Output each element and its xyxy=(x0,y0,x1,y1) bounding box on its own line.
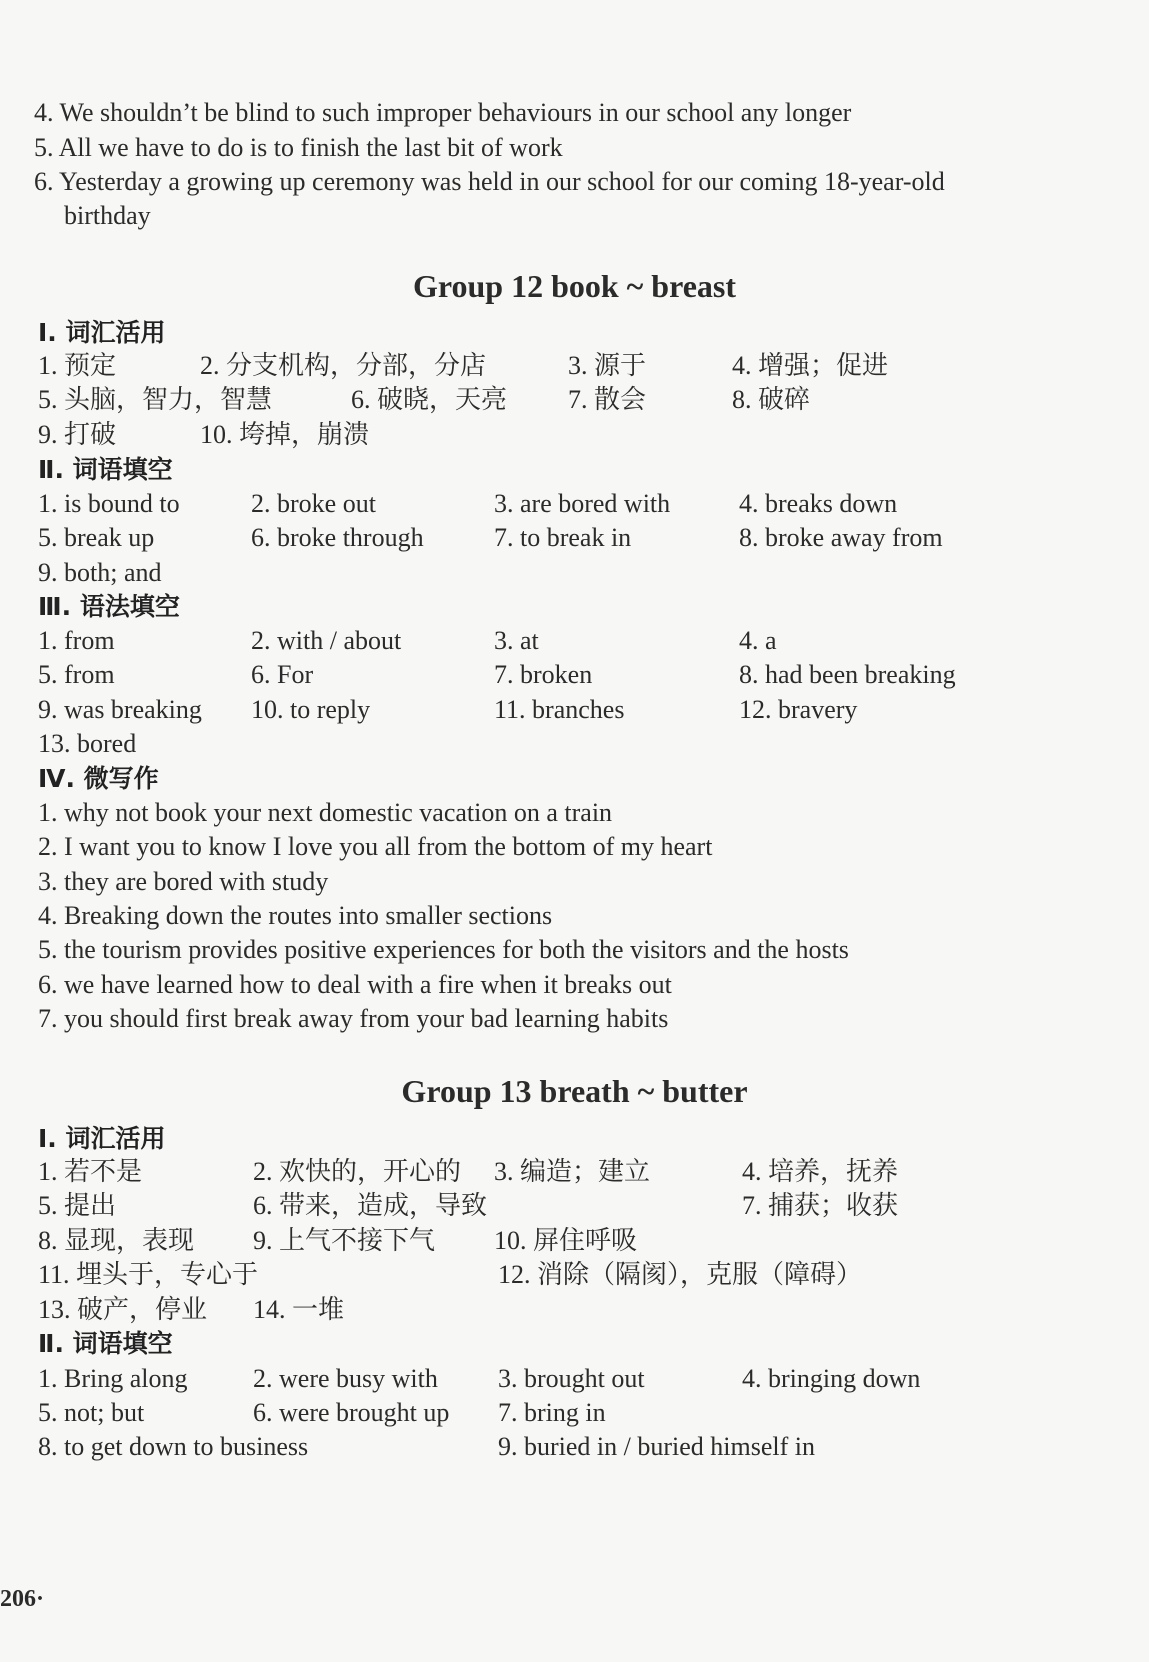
answer-item: 4. 增强；促进 xyxy=(732,351,889,380)
group13-section1-heading: Ⅰ. 词汇活用 xyxy=(38,1124,166,1153)
answer-item: 8. broke away from xyxy=(739,523,943,552)
group12-section3-heading: Ⅲ. 语法填空 xyxy=(38,592,180,621)
answer-item: 7. to break in xyxy=(494,523,632,552)
answer-item: 7. broken xyxy=(494,660,593,689)
group12-section4-heading: Ⅳ. 微写作 xyxy=(38,764,159,793)
answer-item: 9. buried in / buried himself in xyxy=(498,1432,816,1461)
answer-item: 1. is bound to xyxy=(38,489,180,518)
answer-item: 3. are bored with xyxy=(494,489,671,518)
answer-item: 6. 破晓，天亮 xyxy=(351,385,508,414)
micro-writing-line: 7. you should first break away from your bad learning habits xyxy=(38,1004,669,1033)
answer-item: 5. not; but xyxy=(38,1398,145,1427)
answer-item: 10. to reply xyxy=(251,695,371,724)
answer-item: 2. broke out xyxy=(251,489,376,518)
answer-item: 1. 预定 xyxy=(38,351,117,380)
group12-section1-heading: Ⅰ. 词汇活用 xyxy=(38,318,166,347)
group-13-title: Group 13 breath ~ butter xyxy=(401,1073,748,1109)
micro-writing-line: 1. why not book your next domestic vacation on a train xyxy=(38,798,613,827)
intro-line: 4. We shouldn’t be blind to such improper behaviours in our school any longer xyxy=(34,98,852,127)
group12-section2-heading: Ⅱ. 词语填空 xyxy=(38,455,173,484)
answer-item: 5. break up xyxy=(38,523,155,552)
answer-item: 8. 显现，表现 xyxy=(38,1226,195,1255)
answer-item: 9. was breaking xyxy=(38,695,202,724)
answer-item: 3. brought out xyxy=(498,1364,645,1393)
answer-item: 13. bored xyxy=(38,729,137,758)
answer-item: 5. 提出 xyxy=(38,1191,117,1220)
answer-item: 11. branches xyxy=(494,695,625,724)
answer-item: 6. broke through xyxy=(251,523,424,552)
answer-item: 1. 若不是 xyxy=(38,1157,143,1186)
answer-item: 12. 消除（隔阂），克服（障碍） xyxy=(498,1260,863,1289)
answer-item: 7. bring in xyxy=(498,1398,606,1427)
answer-item: 4. 培养，抚养 xyxy=(742,1157,899,1186)
answer-item: 7. 捕获；收获 xyxy=(742,1191,899,1220)
intro-line: 5. All we have to do is to finish the last bit of work xyxy=(34,133,563,162)
answer-item: 5. 头脑，智力，智慧 xyxy=(38,385,273,414)
answer-item: 1. from xyxy=(38,626,115,655)
micro-writing-line: 2. I want you to know I love you all from the bottom of my heart xyxy=(38,832,713,861)
answer-item: 2. 分支机构，分部，分店 xyxy=(200,351,487,380)
answer-item: 14. 一堆 xyxy=(253,1295,345,1324)
answer-item: 6. For xyxy=(251,660,314,689)
answer-item: 2. with / about xyxy=(251,626,402,655)
answer-item: 3. at xyxy=(494,626,539,655)
answer-item: 3. 编造；建立 xyxy=(494,1157,651,1186)
intro-line: birthday xyxy=(64,201,151,230)
answer-item: 8. to get down to business xyxy=(38,1432,309,1461)
answer-item: 10. 屏住呼吸 xyxy=(494,1226,638,1255)
answer-item: 11. 埋头于，专心于 xyxy=(38,1260,259,1289)
answer-item: 8. 破碎 xyxy=(732,385,811,414)
answer-item: 2. were busy with xyxy=(253,1364,438,1393)
answer-item: 9. 打破 xyxy=(38,420,117,449)
answer-item: 1. Bring along xyxy=(38,1364,188,1393)
answer-item: 9. 上气不接下气 xyxy=(253,1226,436,1255)
intro-line: 6. Yesterday a growing up ceremony was held in our school for our coming 18-year-old xyxy=(34,167,945,196)
page-number: 206· xyxy=(0,1586,45,1612)
answer-item: 8. had been breaking xyxy=(739,660,956,689)
micro-writing-line: 3. they are bored with study xyxy=(38,867,329,896)
answer-item: 12. bravery xyxy=(739,695,858,724)
answer-item: 4. breaks down xyxy=(739,489,898,518)
answer-item: 7. 散会 xyxy=(568,385,647,414)
micro-writing-line: 4. Breaking down the routes into smaller sections xyxy=(38,901,553,930)
answer-item: 10. 垮掉，崩溃 xyxy=(200,420,370,449)
answer-item: 2. 欢快的，开心的 xyxy=(253,1157,462,1186)
answer-item: 6. 带来，造成，导致 xyxy=(253,1191,488,1220)
group13-section2-heading: Ⅱ. 词语填空 xyxy=(38,1329,173,1358)
answer-item: 4. bringing down xyxy=(742,1364,921,1393)
answer-item: 9. both; and xyxy=(38,558,162,587)
answer-item: 13. 破产，停业 xyxy=(38,1295,208,1324)
answer-item: 6. were brought up xyxy=(253,1398,450,1427)
micro-writing-line: 5. the tourism provides positive experiences for both the visitors and the hosts xyxy=(38,935,849,964)
answer-item: 5. from xyxy=(38,660,115,689)
micro-writing-line: 6. we have learned how to deal with a fire when it breaks out xyxy=(38,970,672,999)
group-12-title: Group 12 book ~ breast xyxy=(412,268,737,304)
answer-item: 4. a xyxy=(739,626,777,655)
answer-item: 3. 源于 xyxy=(568,351,647,380)
